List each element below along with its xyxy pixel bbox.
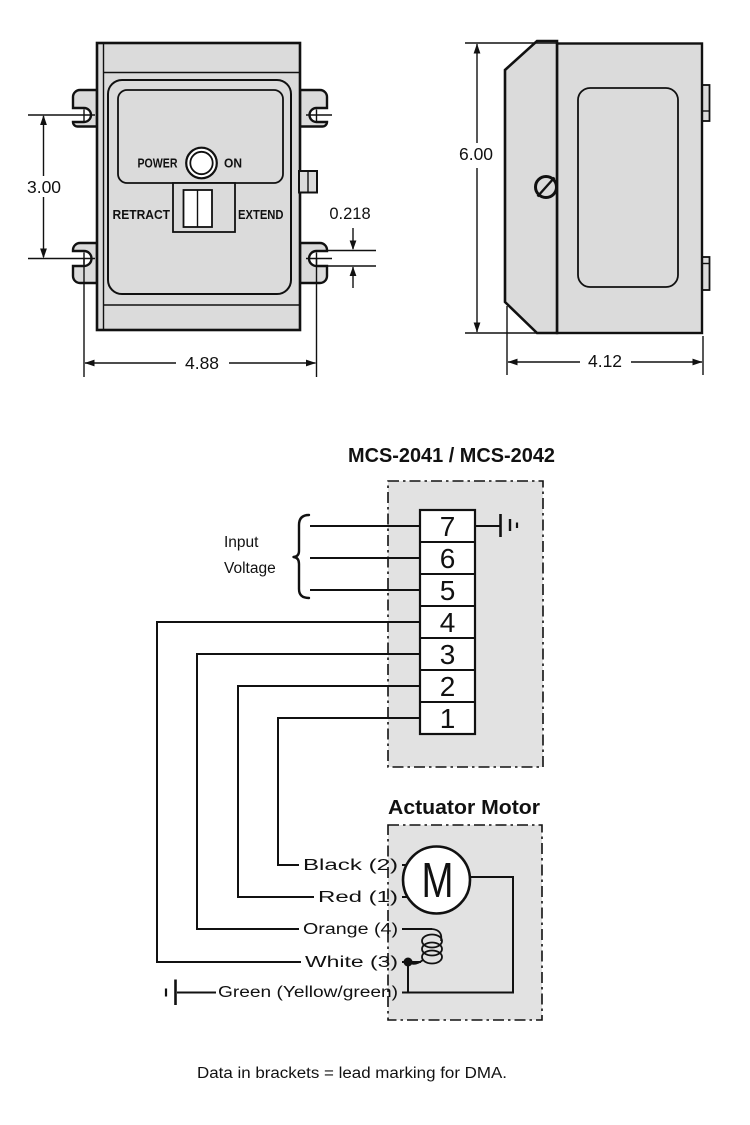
terminal-2: 2 bbox=[439, 671, 456, 702]
lead-wires bbox=[157, 622, 420, 962]
terminal-1: 1 bbox=[439, 703, 456, 734]
terminal-7: 7 bbox=[439, 511, 456, 542]
terminal-5: 5 bbox=[439, 575, 456, 606]
terminal-4: 4 bbox=[439, 607, 456, 638]
mount-ear-top-left bbox=[73, 90, 97, 127]
dimension-mount-height bbox=[27, 115, 95, 259]
caption: Data in brackets = lead marking for DMA. bbox=[197, 1065, 507, 1082]
dimension-slot bbox=[327, 205, 376, 288]
motor-symbol: M bbox=[421, 854, 454, 908]
side-view bbox=[459, 41, 710, 375]
lead-label-black: Black (2) bbox=[303, 857, 398, 874]
controller-title: MCS-2041 / MCS-2042 bbox=[348, 445, 555, 467]
extend-label: EXTEND bbox=[238, 208, 284, 222]
terminal-3: 3 bbox=[439, 639, 456, 670]
dim-slot-value: 0.218 bbox=[329, 205, 371, 223]
earth-ground-icon bbox=[166, 980, 216, 1006]
on-label: ON bbox=[224, 155, 242, 171]
front-view bbox=[27, 43, 376, 377]
input-voltage-brace-icon bbox=[294, 515, 310, 598]
mount-ear-top-right bbox=[300, 90, 327, 127]
motor-title: Actuator Motor bbox=[388, 797, 541, 819]
mount-ear-bottom-left bbox=[73, 243, 97, 283]
lead-label-orange: Orange (4) bbox=[303, 921, 398, 938]
power-label: POWER bbox=[137, 155, 178, 171]
lead-label-red: Red (1) bbox=[318, 889, 398, 906]
input-voltage-label-line2: Voltage bbox=[224, 560, 276, 577]
dim-height-value: 6.00 bbox=[458, 144, 494, 164]
dim-depth-value: 4.12 bbox=[587, 351, 623, 371]
front-cover-wedge bbox=[505, 41, 557, 333]
retract-label: RETRACT bbox=[112, 208, 171, 222]
motor-boundary-box bbox=[388, 825, 542, 1020]
wiring-diagram bbox=[157, 445, 555, 1020]
lead-label-white: White (3) bbox=[305, 954, 398, 971]
mount-ear-bottom-right bbox=[300, 243, 327, 283]
lead-label-green: Green (Yellow/green) bbox=[218, 984, 398, 1001]
wire-junction-dot bbox=[404, 958, 413, 967]
input-voltage-label-line1: Input bbox=[224, 534, 259, 551]
dim-mount-height-value: 3.00 bbox=[26, 177, 62, 197]
terminal-6: 6 bbox=[439, 543, 456, 574]
dim-width-value: 4.88 bbox=[184, 353, 220, 373]
terminal-block bbox=[420, 510, 475, 734]
